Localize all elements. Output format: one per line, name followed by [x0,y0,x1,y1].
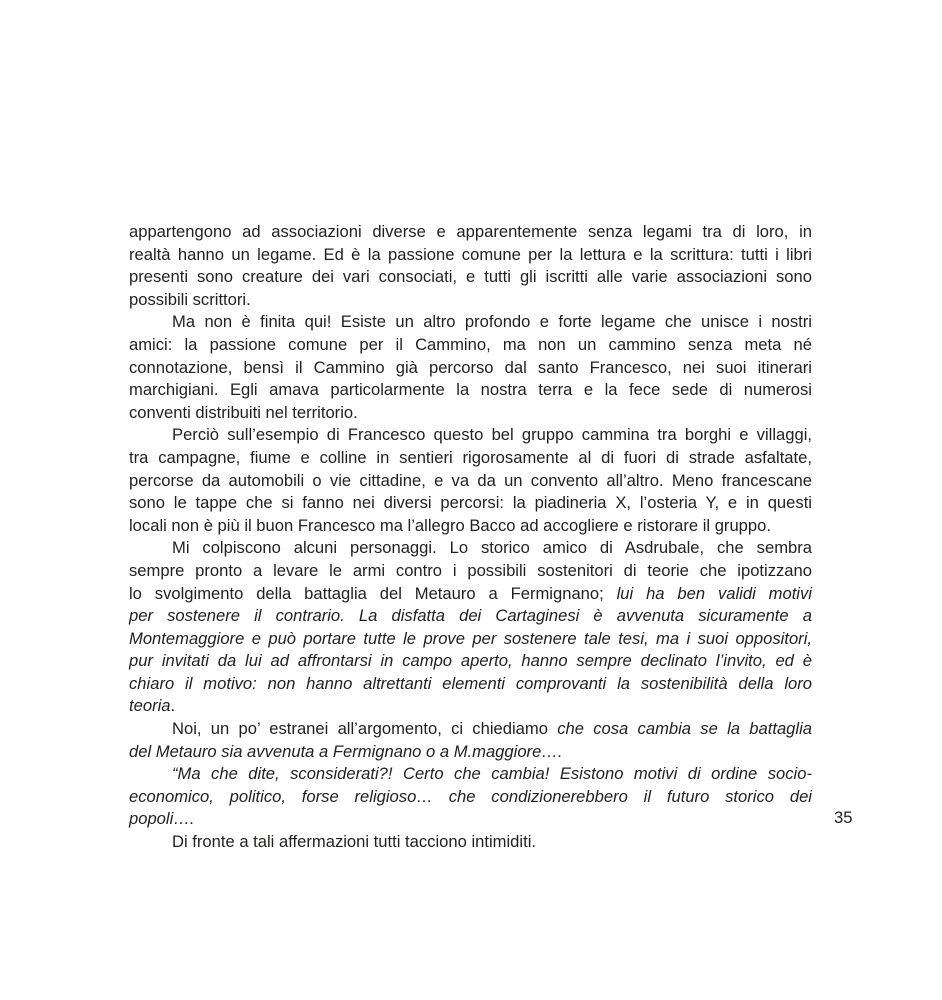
text-run: lo svolgimento della battaglia del Metauro a Fermignano; [129,583,617,603]
text-line [129,492,812,515]
text-line [129,537,812,560]
text-line [129,628,812,651]
text-run: presenti sono creature dei vari consociati, e tutti gli iscritti alle varie associazioni sono [129,267,812,287]
paragraph [129,424,812,537]
text-line [129,718,812,741]
text-line [129,379,812,402]
text-line [129,808,812,831]
page-number: 35 [834,808,853,827]
italic-text: per sostenere il contrario. La disfatta dei Cartaginesi è avvenuta sicuramente a [129,606,812,626]
italic-text: chiaro il motivo: non hanno altrettanti elementi comprovanti la sostenibilità della loro [129,673,812,693]
text-line [129,221,812,244]
text-line [129,831,812,854]
paragraph [129,537,812,718]
text-line [129,470,812,493]
text-run: Perciò sull’esempio di Francesco questo bel gruppo cammina tra borghi e villaggi, [172,425,812,445]
paragraph [129,311,812,424]
text-run: appartengono ad associazioni diverse e apparentemente senza legami tra di loro, in [129,222,812,241]
text-run: . [170,696,176,716]
italic-text: lui ha ben validi motivi [616,583,812,603]
text-run: conventi distribuiti nel territorio. [129,402,358,422]
text-line [129,673,812,696]
text-run: amici: la passione comune per il Cammino, ma non un cammino senza meta né [129,334,812,354]
italic-text: che cosa cambia se la battaglia [557,719,813,739]
text-line [129,357,812,380]
paragraph [129,718,812,763]
text-line [129,515,812,538]
text-line [129,424,812,447]
text-run: percorse da automobili o vie cittadine, e va da un convento all’altro. Meno francescane [129,470,812,490]
text-run: tra campagne, fiume e colline in sentieri rigorosamente al di fuori di strade asfaltate, [129,447,812,467]
text-run: Ma non è finita qui! Esiste un altro profondo e forte legame che unisce i nostri [172,312,812,332]
italic-text: del Metauro sia avvenuta a Fermignano o a M.maggiore…. [129,741,563,761]
italic-text: teoria [129,696,171,716]
text-run: marchigiani. Egli amava particolarmente la nostra terra e la fece sede di numerosi [129,380,812,400]
text-line [129,650,812,673]
paragraph [129,763,812,831]
text-line [129,560,812,583]
text-line [129,741,812,764]
text-line [129,244,812,267]
body-text [129,221,812,854]
text-line [129,583,812,606]
text-run: sono le tappe che si fanno nei diversi percorsi: la piadineria X, l’osteria Y, e in questi [129,493,812,513]
text-line [129,695,812,718]
text-line [129,447,812,470]
text-line [129,605,812,628]
text-line [129,311,812,334]
text-run: possibili scrittori. [129,289,251,309]
text-line [129,402,812,425]
paragraph [129,221,812,311]
text-run: Mi colpiscono alcuni personaggi. Lo storico amico di Asdrubale, che sembra [172,538,812,558]
text-line [129,289,812,312]
italic-text: economico, politico, forse religioso… che condizionerebbero il futuro storico dei [129,786,812,806]
italic-text: popoli…. [129,809,195,829]
italic-text: pur invitati da lui ad affrontarsi in campo aperto, hanno sempre declinato l’invito, ed è [129,651,812,671]
text-run: sempre pronto a levare le armi contro i possibili sostenitori di teorie che ipotizzano [129,560,812,580]
text-run: realtà hanno un legame. Ed è la passione comune per la lettura e la scrittura: tutti i libri [129,244,812,264]
text-line [129,786,812,809]
italic-text: Montemaggiore e può portare tutte le prove per sostenere tale tesi, ma i suoi oppositori, [129,628,812,648]
text-line [129,266,812,289]
text-line [129,334,812,357]
text-run: Noi, un po’ estranei all’argomento, ci chiediamo [172,719,558,739]
text-run: locali non è più il buon Francesco ma l’allegro Bacco ad accogliere e ristorare il gruppo. [129,515,771,535]
paragraph [129,831,812,854]
text-line [129,763,812,786]
text-run: Di fronte a tali affermazioni tutti tacciono intimiditi. [172,832,536,852]
italic-text: “Ma che dite, sconsiderati?! Certo che cambia! Esistono motivi di ordine socio- [172,764,812,784]
text-run: connotazione, bensì il Cammino già percorso dal santo Francesco, nei suoi itinerari [129,357,812,377]
